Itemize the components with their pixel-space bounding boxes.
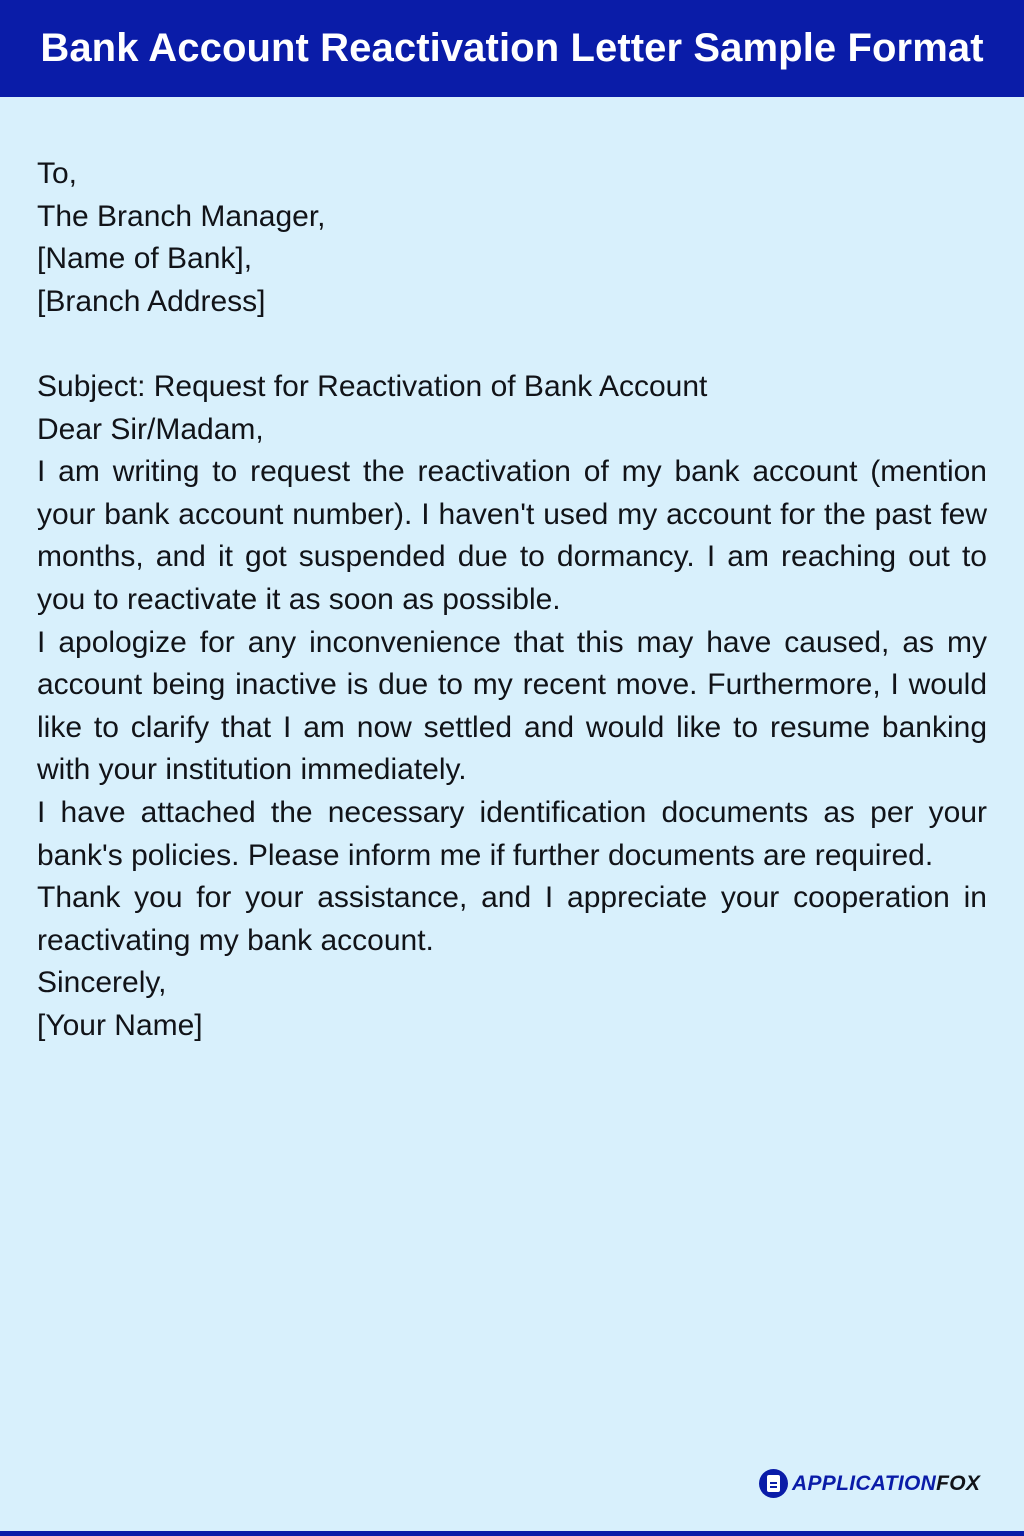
letter-paragraph: I have attached the necessary identification documents as per your bank's policies. Please inform me if further documents are required. [37,795,987,872]
recipient-address [37,153,987,323]
letter-paragraph: Thank you for your assistance, and I appreciate your cooperation in reactivating my bank account. [37,881,987,957]
letter-signature: [Your Name] [37,1008,203,1042]
footer-bar [0,1531,1024,1536]
letter-subject: Subject: Request for Reactivation of Bank Account [37,369,708,403]
document-icon [759,1469,788,1498]
letter-closing: Sincerely, [37,966,167,1000]
brand-name-part2: FOX [936,1471,981,1495]
brand-name [792,1472,980,1496]
letter-salutation: Dear Sir/Madam, [37,412,264,446]
letter-paragraph: I am writing to request the reactivation of my bank account (mention your bank account number). I haven't used my account for the past few months, and it got suspended due to dormancy. I am reaching out to you to reactivate it as soon as possible. [37,455,987,616]
brand-logo [759,1469,980,1498]
address-line: [Name of Bank], [37,242,253,276]
title-banner [0,0,1024,97]
letter-paragraph: I apologize for any inconvenience that this may have caused, as my account being inactive is due to my recent move. Furthermore, I would like to clarify that I am now settled and would like to resume banking with your institution immediately. [37,625,987,787]
address-line: To, [37,157,78,190]
address-line: The Branch Manager, [37,199,326,233]
address-line: [Branch Address] [37,284,266,318]
brand-name-part1: APPLICATION [792,1471,937,1495]
letter-body [37,153,987,1047]
page-title: Bank Account Reactivation Letter Sample Format [40,26,984,70]
